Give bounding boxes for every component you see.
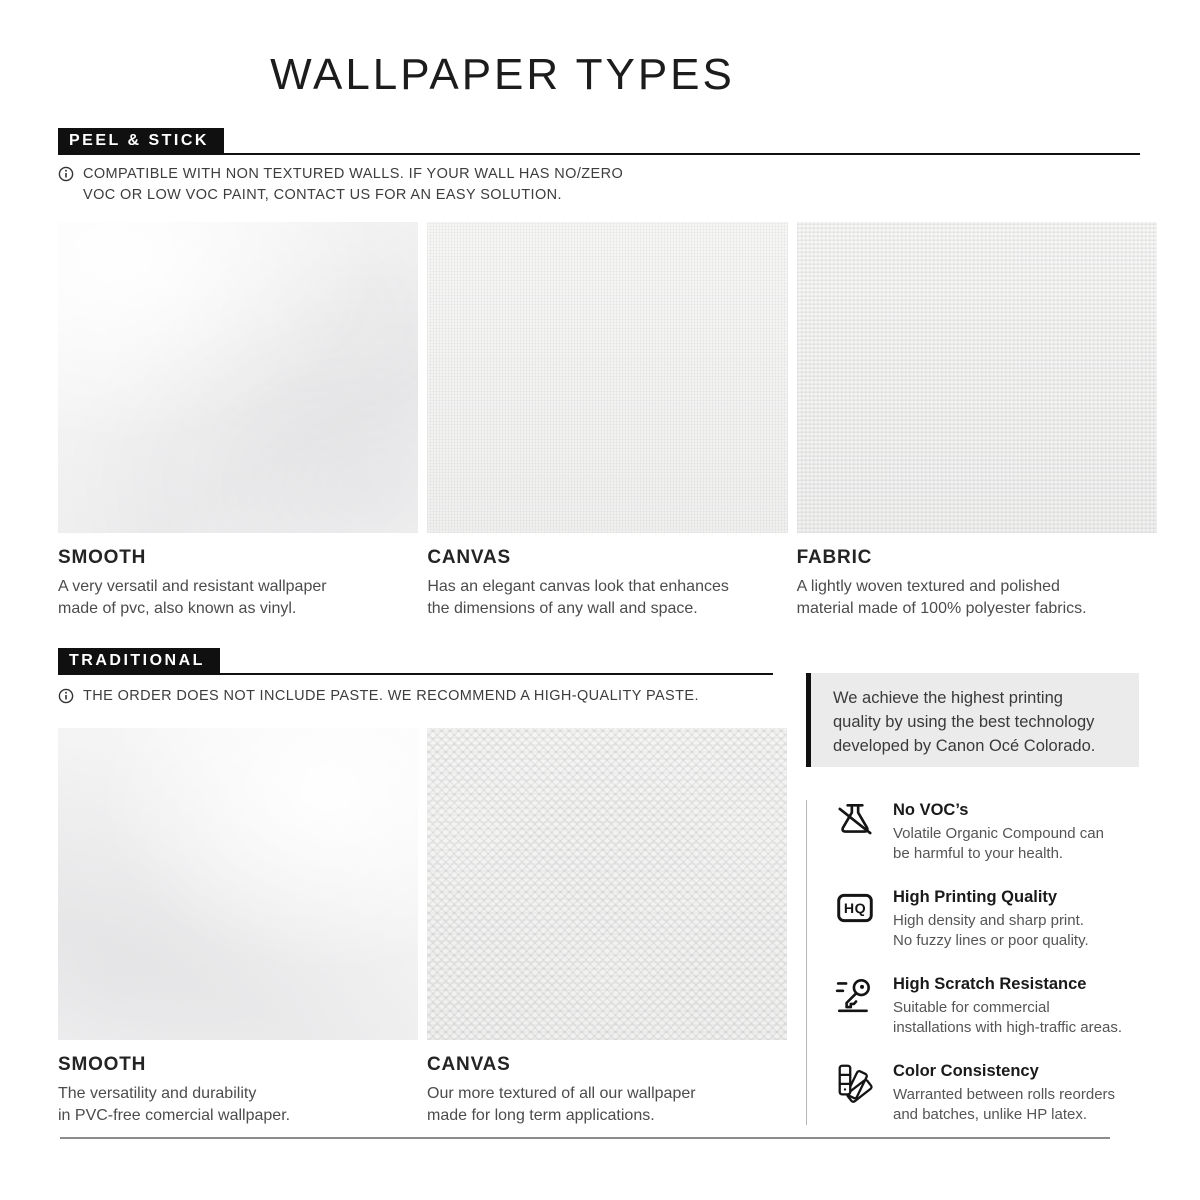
desc-line: The versatility and durability bbox=[58, 1085, 257, 1102]
feature-no-voc bbox=[834, 800, 1140, 864]
swatch-title: SMOOTH bbox=[58, 547, 147, 568]
desc-line: Suitable for commercial bbox=[893, 999, 1050, 1016]
feature-high-printing-quality bbox=[834, 887, 1140, 951]
desc-line: No fuzzy lines or poor quality. bbox=[893, 932, 1089, 949]
swatch-column-smooth bbox=[58, 222, 418, 619]
desc-line: be harmful to your health. bbox=[893, 845, 1064, 862]
info-icon bbox=[58, 688, 74, 704]
desc-line: High density and sharp print. bbox=[893, 912, 1084, 929]
feature-description bbox=[893, 824, 1104, 864]
desc-line: Our more textured of all our wallpaper bbox=[427, 1085, 696, 1102]
page-title: WALLPAPER TYPES bbox=[270, 50, 735, 99]
printing-quality-quote-box bbox=[806, 673, 1139, 767]
swatch-description bbox=[797, 576, 1157, 619]
section-header-peel-stick bbox=[58, 128, 1140, 155]
feature-text bbox=[893, 974, 1122, 1038]
peel-stick-note bbox=[58, 164, 623, 206]
desc-line: made of pvc, also known as vinyl. bbox=[58, 599, 297, 617]
smooth-texture-sample bbox=[58, 222, 418, 533]
hq-badge-label: HQ bbox=[843, 901, 867, 918]
desc-line: material made of 100% polyester fabrics. bbox=[796, 599, 1087, 617]
feature-description bbox=[893, 911, 1089, 951]
swatch-description bbox=[427, 1083, 787, 1126]
desc-line: installations with high-traffic areas. bbox=[893, 1019, 1122, 1036]
feature-color-consistency bbox=[834, 1061, 1140, 1125]
note-line: VOC OR LOW VOC PAINT, CONTACT US FOR AN EASY SOLUTION. bbox=[83, 187, 562, 203]
bottom-divider bbox=[60, 1137, 1110, 1139]
peel-stick-badge: PEEL & STICK bbox=[58, 128, 224, 153]
desc-line: Warranted between rolls reorders bbox=[893, 1086, 1116, 1103]
info-icon bbox=[58, 166, 74, 182]
swatch-column-fabric bbox=[797, 222, 1157, 619]
desc-line: and batches, unlike HP latex. bbox=[893, 1106, 1088, 1123]
feature-title: High Scratch Resistance bbox=[893, 975, 1087, 993]
scratch-key-icon bbox=[834, 974, 876, 1016]
swatch-description bbox=[58, 576, 418, 619]
section-header-traditional bbox=[58, 648, 773, 675]
swatch-description bbox=[58, 1083, 418, 1126]
peel-stick-swatch-row bbox=[58, 222, 1157, 619]
traditional-note bbox=[58, 686, 699, 707]
desc-line: Has an elegant canvas look that enhances bbox=[427, 578, 729, 595]
feature-text bbox=[893, 1061, 1115, 1125]
swatch-title: CANVAS bbox=[427, 1054, 511, 1075]
quote-line: developed by Canon Océ Colorado. bbox=[833, 737, 1096, 755]
color-fan-icon bbox=[834, 1061, 876, 1103]
fabric-texture-sample bbox=[797, 222, 1157, 533]
desc-line: A very versatil and resistant wallpaper bbox=[58, 578, 327, 595]
feature-title: No VOC’s bbox=[893, 801, 969, 819]
desc-line: in PVC-free comercial wallpaper. bbox=[58, 1106, 291, 1124]
swatch-column-smooth bbox=[58, 728, 418, 1126]
canvas-texture-sample bbox=[427, 222, 787, 533]
swatch-description bbox=[427, 576, 787, 619]
swatch-column-canvas bbox=[427, 728, 787, 1126]
traditional-swatch-row bbox=[58, 728, 787, 1126]
feature-text bbox=[893, 800, 1104, 864]
desc-line: the dimensions of any wall and space. bbox=[427, 599, 698, 617]
smooth-texture-sample bbox=[58, 728, 418, 1040]
quote-line: quality by using the best technology bbox=[833, 713, 1095, 731]
feature-list bbox=[806, 800, 1140, 1125]
swatch-title: CANVAS bbox=[427, 547, 511, 568]
note-line: COMPATIBLE WITH NON TEXTURED WALLS. IF YOUR WALL HAS NO/ZERO bbox=[83, 166, 624, 182]
feature-high-scratch-resistance bbox=[834, 974, 1140, 1038]
swatch-column-canvas bbox=[427, 222, 787, 619]
swatch-title: FABRIC bbox=[796, 547, 873, 568]
feature-description bbox=[893, 998, 1122, 1038]
canvas-texture-sample bbox=[427, 728, 787, 1040]
feature-description bbox=[893, 1085, 1115, 1125]
desc-line: made for long term applications. bbox=[427, 1106, 655, 1124]
quote-line: We achieve the highest printing bbox=[833, 689, 1063, 707]
swatch-title: SMOOTH bbox=[58, 1054, 147, 1075]
feature-text bbox=[893, 887, 1089, 951]
feature-title: High Printing Quality bbox=[893, 888, 1058, 906]
traditional-note-text bbox=[83, 686, 699, 707]
peel-stick-note-text bbox=[83, 164, 623, 206]
traditional-badge: TRADITIONAL bbox=[58, 648, 220, 673]
hq-badge-icon bbox=[834, 887, 876, 929]
no-voc-icon bbox=[834, 800, 876, 842]
note-line: THE ORDER DOES NOT INCLUDE PASTE. WE RECOMMEND A HIGH-QUALITY PASTE. bbox=[83, 688, 699, 704]
desc-line: A lightly woven textured and polished bbox=[796, 578, 1060, 595]
feature-title: Color Consistency bbox=[893, 1062, 1039, 1080]
desc-line: Volatile Organic Compound can bbox=[893, 825, 1104, 842]
